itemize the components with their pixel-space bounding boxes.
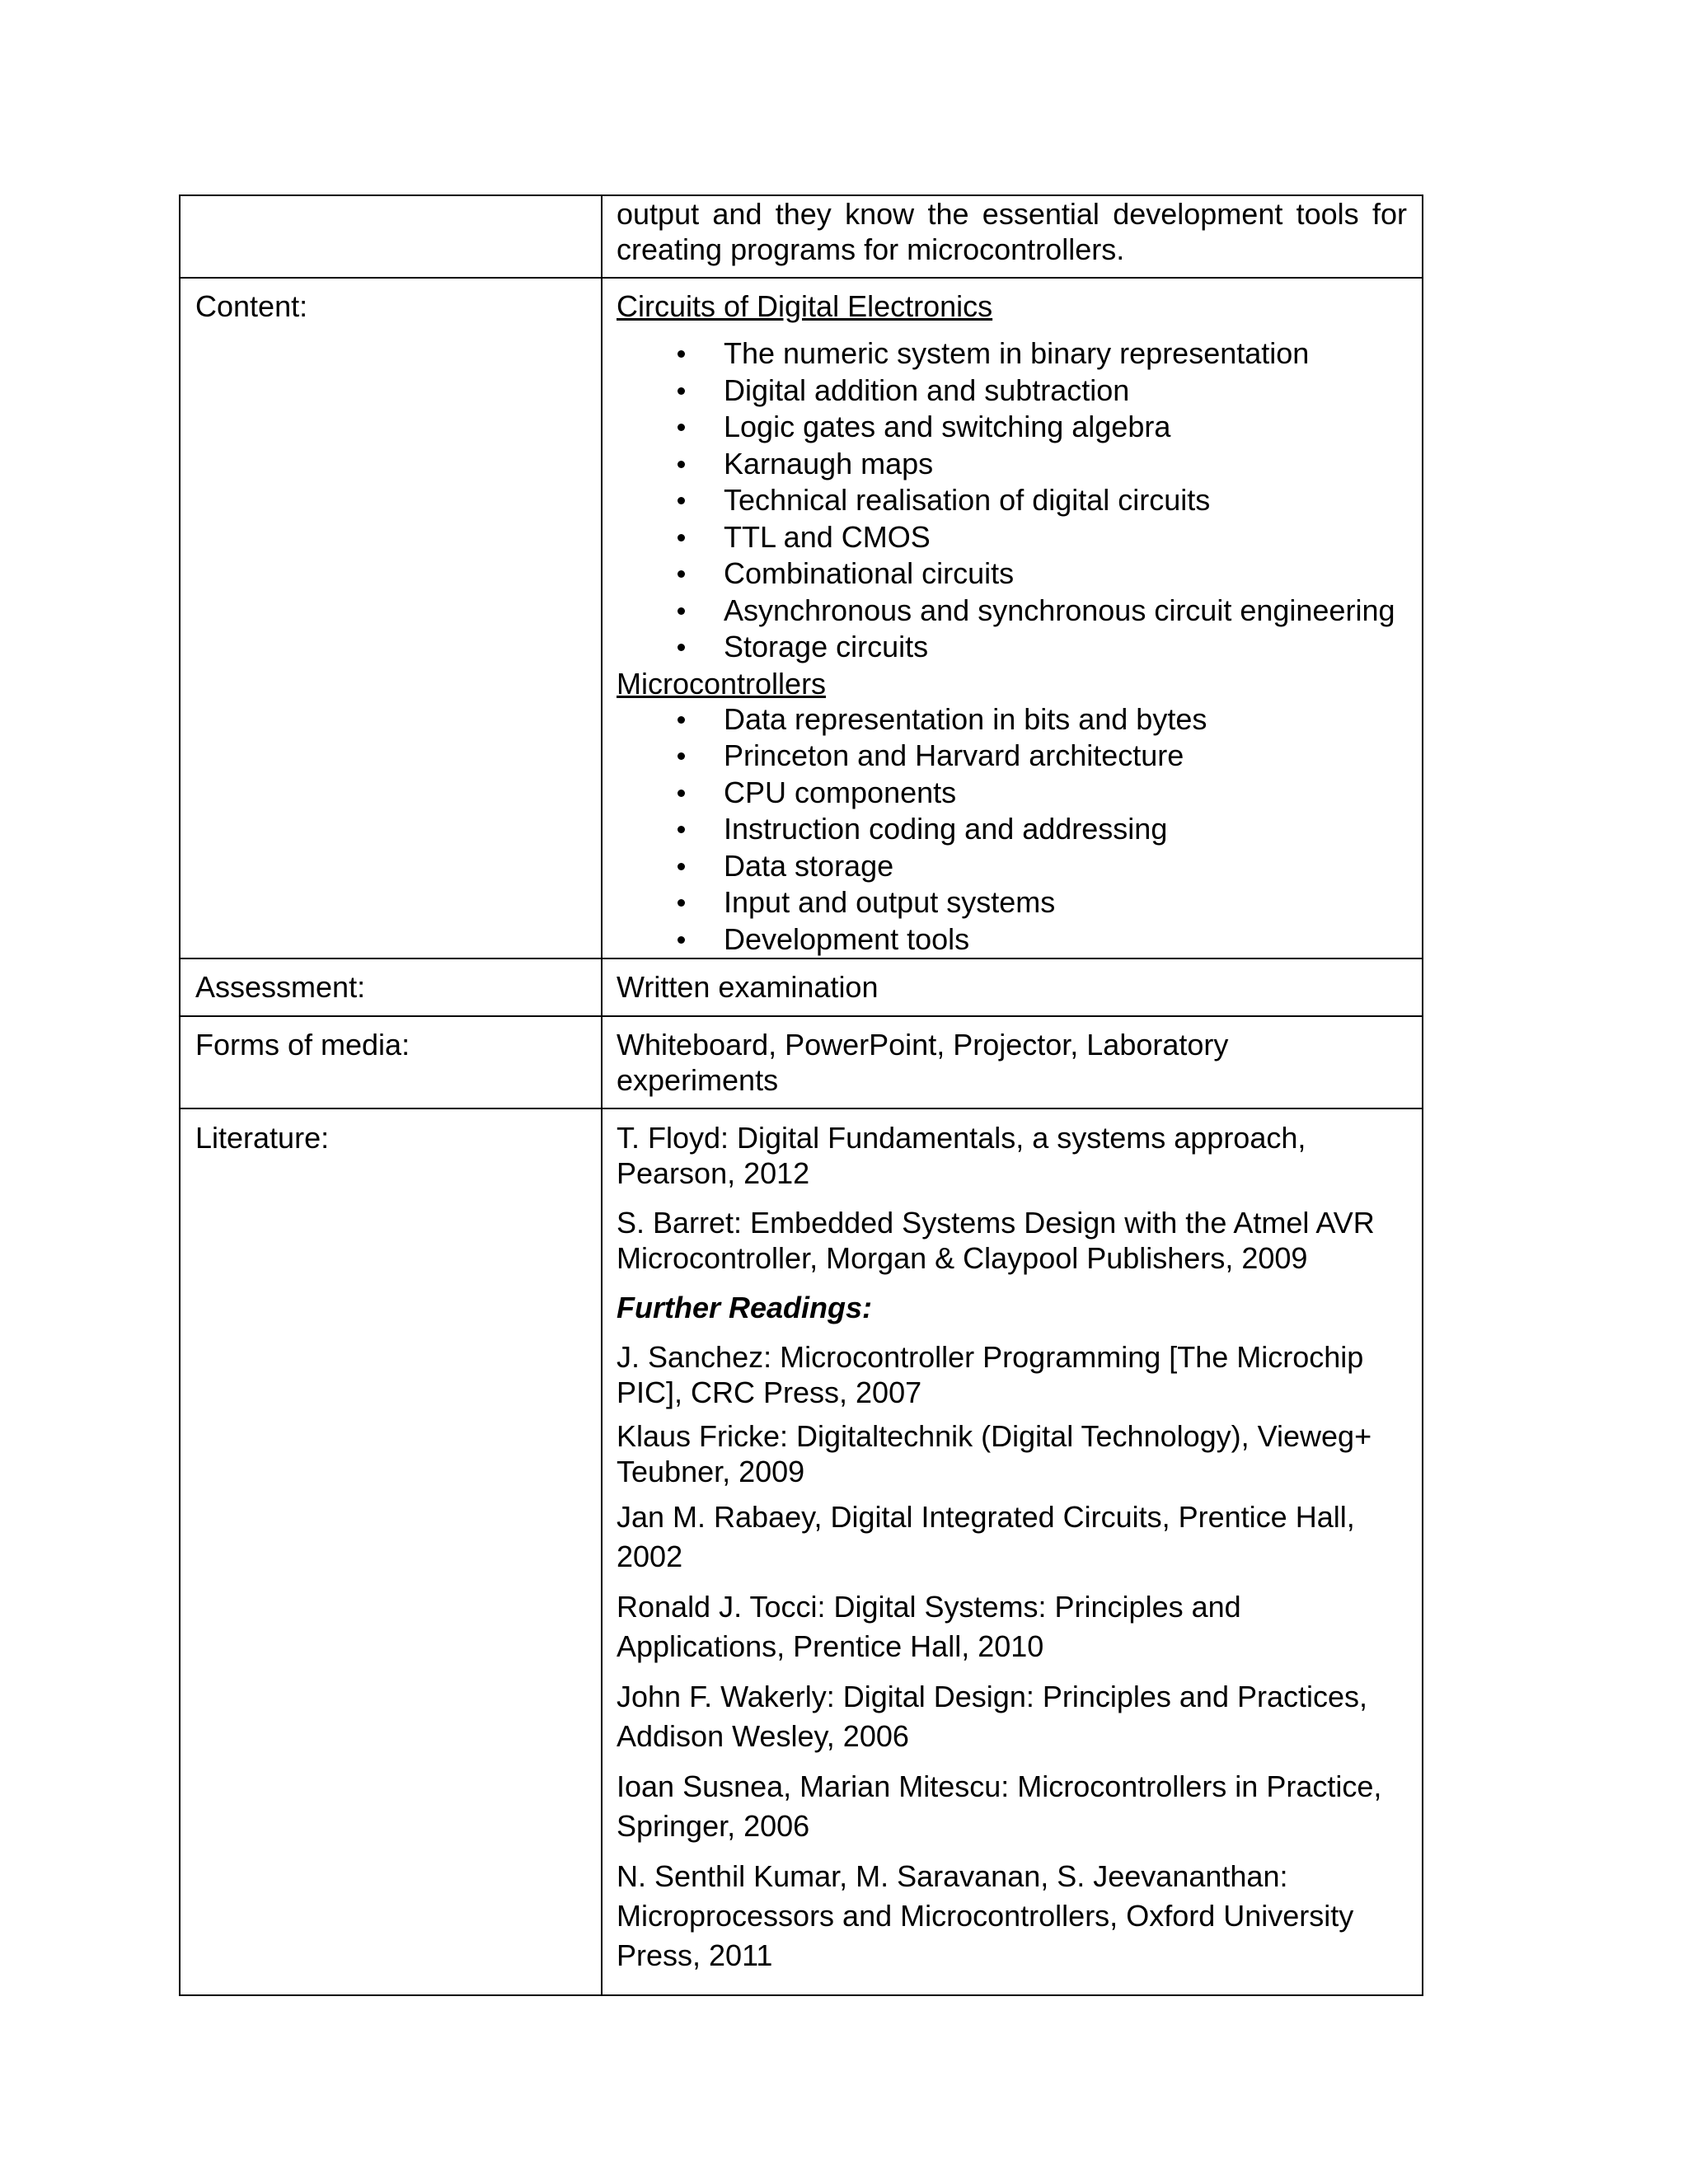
literature-value-cell [602, 1108, 1423, 1995]
list-item: Princeton and Harvard architecture [617, 738, 1407, 775]
list-item: Technical realisation of digital circuits [617, 482, 1407, 519]
list-item: Data storage [617, 848, 1407, 885]
further-reading-entry: Jan M. Rabaey, Digital Integrated Circuits, Prentice Hall, 2002 [617, 1500, 1355, 1573]
list-item: The numeric system in binary representation [617, 335, 1407, 373]
list-item: Instruction coding and addressing [617, 811, 1407, 848]
list-item: Asynchronous and synchronous circuit engineering [617, 593, 1407, 630]
assessment-value: Written examination [602, 958, 1423, 1016]
media-value [602, 1016, 1423, 1108]
list-item: TTL and CMOS [617, 519, 1407, 556]
continuation-label-cell [180, 195, 602, 278]
list-item: Combinational circuits [617, 555, 1407, 593]
list-item: CPU components [617, 775, 1407, 812]
list-item: Storage circuits [617, 629, 1407, 666]
content-value-cell [602, 278, 1423, 958]
content-row [180, 278, 1423, 958]
list-item: Development tools [617, 921, 1407, 958]
list-item: Karnaugh maps [617, 446, 1407, 483]
digital-electronics-list [617, 335, 1407, 666]
literature-label: Literature: [180, 1108, 602, 1995]
module-description-table [179, 194, 1423, 1996]
assessment-row [180, 958, 1423, 1016]
further-reading-entry: John F. Wakerly: Digital Design: Principles and Practices, Addison Wesley, 2006 [617, 1680, 1368, 1753]
literature-row [180, 1108, 1423, 1995]
literature-entry: S. Barret: Embedded Systems Design with the Atmel AVR Microcontroller, Morgan & Claypool Publishers, 2009 [617, 1206, 1375, 1275]
media-label: Forms of media: [180, 1016, 602, 1108]
continuation-row [180, 195, 1423, 278]
media-row [180, 1016, 1423, 1108]
continuation-text: output and they know the essential development tools for creating programs for microcontrollers. [617, 197, 1407, 266]
further-readings-heading: Further Readings: [617, 1291, 873, 1324]
section-title-microcontrollers: Microcontrollers [617, 666, 827, 701]
list-item: Input and output systems [617, 884, 1407, 921]
literature-entry: T. Floyd: Digital Fundamentals, a systems approach, Pearson, 2012 [617, 1121, 1306, 1190]
list-item: Data representation in bits and bytes [617, 701, 1407, 738]
media-text: Whiteboard, PowerPoint, Projector, Laboratory experiments [617, 1028, 1229, 1097]
assessment-label: Assessment: [180, 958, 602, 1016]
microcontrollers-list [617, 701, 1407, 958]
further-reading-entry: Ronald J. Tocci: Digital Systems: Principles and Applications, Prentice Hall, 2010 [617, 1590, 1241, 1663]
list-item: Logic gates and switching algebra [617, 409, 1407, 446]
further-reading-entry: J. Sanchez: Microcontroller Programming [The Microchip PIC], CRC Press, 2007 [617, 1340, 1364, 1409]
content-label: Content: [180, 278, 602, 958]
further-reading-entry: Ioan Susnea, Marian Mitescu: Microcontrollers in Practice, Springer, 2006 [617, 1769, 1382, 1843]
list-item: Digital addition and subtraction [617, 373, 1407, 410]
further-reading-entry: N. Senthil Kumar, M. Saravanan, S. Jeevananthan: Microprocessors and Microcontrollers, Oxford University Press, 2011 [617, 1859, 1354, 1972]
section-title-digital-electronics: Circuits of Digital Electronics [617, 289, 993, 323]
continuation-value-cell [602, 195, 1423, 278]
further-reading-entry: Klaus Fricke: Digitaltechnik (Digital Technology), Vieweg+ Teubner, 2009 [617, 1419, 1372, 1488]
